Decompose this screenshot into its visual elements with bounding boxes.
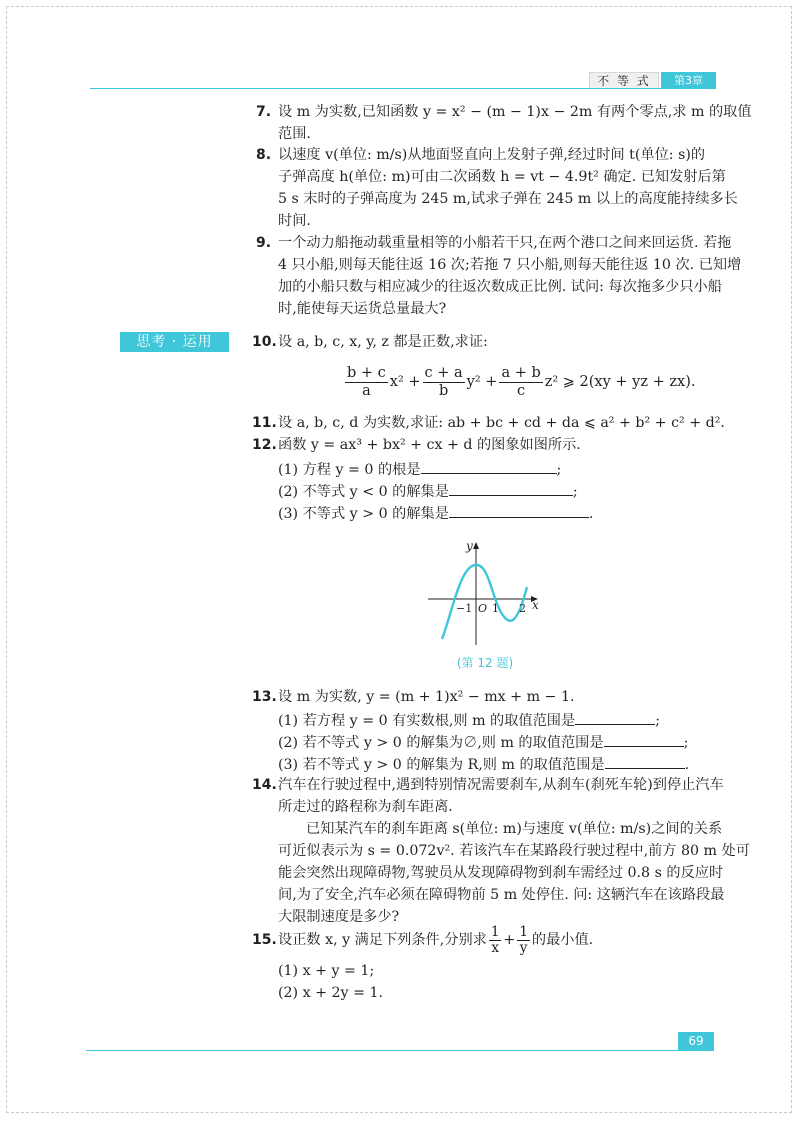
problem-9-line: 4 只小船,则每天能往返 16 次;若拖 7 只小船,则每天能往返 10 次. 已知增	[278, 257, 742, 273]
problem-14-line: 大限制速度是多少?	[278, 909, 400, 925]
problem-15-number: 15.	[252, 932, 277, 948]
problem-8-number: 8.	[256, 147, 272, 163]
problem-15-sub1: (1) x + y = 1;	[278, 963, 375, 979]
fraction: $\frac{c + a}{b}$	[424, 364, 463, 399]
chapter-title: 不 等 式	[589, 72, 659, 89]
problem-8-line: 子弹高度 h(单位: m)可由二次函数 h = vt − 4.9t² 确定. 已知发射后第	[278, 169, 726, 185]
problem-15-sub2: (2) x + 2y = 1.	[278, 985, 383, 1001]
answer-blank[interactable]	[421, 459, 557, 474]
problem-8-line: 以速度 v(单位: m/s)从地面竖直向上发射子弹,经过时间 t(单位: s)的	[278, 147, 706, 163]
problem-7-line: 设 m 为实数,已知函数 y = x² − (m − 1)x − 2m 有两个零点,求 m 的取值	[278, 104, 752, 120]
footer-rule	[86, 1050, 678, 1051]
problem-9-line: 时,能使每天运货总量最大?	[278, 301, 447, 317]
problem-14-line: 能会突然出现障碍物,驾驶员从发现障碍物到刹车需经过 0.8 s 的反应时	[278, 865, 724, 881]
y-axis-arrow	[473, 542, 479, 549]
tick-label-1: 1	[492, 602, 499, 615]
problem-12-sub3: (3) 不等式 y > 0 的解集是 .	[278, 503, 593, 523]
answer-blank[interactable]	[604, 732, 684, 747]
problem-7-line: 范围.	[278, 126, 311, 142]
problem-13-line: 设 m 为实数, y = (m + 1)x² − mx + m − 1.	[278, 689, 575, 705]
fraction: $\frac{a + b}{c}$	[501, 364, 541, 399]
problem-14-line: 可近似表示为 s = 0.072v². 若该汽车在某路段行驶过程中,前方 80 m 处可	[278, 843, 750, 859]
problem-8-line: 时间.	[278, 213, 311, 229]
problem-11-line: 设 a, b, c, d 为实数,求证: ab + bc + cd + da ⩽ a² + b² + c² + d².	[278, 415, 725, 431]
problem-13-sub3: (3) 若不等式 y > 0 的解集为 R,则 m 的取值范围是 .	[278, 754, 689, 774]
problem-14-number: 14.	[252, 777, 277, 793]
problem-13-sub2: (2) 若不等式 y > 0 的解集为∅,则 m 的取值范围是 ;	[278, 732, 688, 752]
tick-label-neg1: −1	[456, 602, 473, 615]
problem-14-line: 间,为了安全,汽车必须在障碍物前 5 m 处停住. 问: 这辆汽车在该路段最	[278, 887, 725, 903]
problem-8-line: 5 s 末时的子弹高度为 245 m,试求子弹在 245 m 以上的高度能持续多长	[278, 191, 738, 207]
problem-13-sub1: (1) 若方程 y = 0 有实数根,则 m 的取值范围是 ;	[278, 710, 660, 730]
y-axis-label: y	[466, 539, 473, 553]
problem-12-sub2: (2) 不等式 y < 0 的解集是 ;	[278, 481, 578, 501]
tick-label-2: 2	[519, 602, 526, 615]
section-badge: 思考 · 运用	[120, 332, 229, 352]
answer-blank[interactable]	[449, 503, 589, 518]
origin-label: O	[478, 602, 488, 615]
x-axis-label: x	[532, 598, 539, 612]
problem-11-number: 11.	[252, 415, 277, 431]
problem-12-number: 12.	[252, 437, 277, 453]
inequality-formula: $\frac{b + c}{a}$ x² + $\frac{c + a}{b}$ y² + $\frac{a + b}{c}$ z² ⩾ 2(xy + yz + zx).	[347, 364, 696, 399]
chapter-number: 第3章	[661, 72, 716, 89]
problem-14-line: 汽车在行驶过程中,遇到特别情况需要刹车,从刹车(刹死车轮)到停止汽车	[278, 777, 724, 793]
problem-9-number: 9.	[256, 235, 272, 251]
problem-10-line: 设 a, b, c, x, y, z 都是正数,求证:	[278, 334, 488, 350]
problem-14-line: 所走过的路程称为刹车距离.	[278, 799, 453, 815]
problem-15-line: 设正数 x, y 满足下列条件,分别求 $\frac{1}{x}$ + $\frac{1}{y}$ 的最小值.	[278, 923, 594, 956]
problem-9-line: 加的小船只数与相应减少的往返次数成正比例. 试问: 每次拖多少只小船	[278, 279, 722, 295]
answer-blank[interactable]	[605, 754, 685, 769]
problem-14-line: 已知某汽车的刹车距离 s(单位: m)与速度 v(单位: m/s)之间的关系	[306, 821, 723, 837]
problem-10-number: 10.	[252, 334, 277, 350]
problem-9-line: 一个动力船拖动载重量相等的小船若干只,在两个港口之间来回运货. 若拖	[278, 235, 732, 251]
fraction: $\frac{1}{y}$	[519, 923, 528, 956]
fraction: $\frac{b + c}{a}$	[347, 364, 386, 399]
answer-blank[interactable]	[449, 481, 573, 496]
page-number: 69	[678, 1032, 714, 1051]
cubic-graph-figure	[420, 535, 550, 650]
answer-blank[interactable]	[575, 710, 655, 725]
problem-7-number: 7.	[256, 104, 272, 120]
fraction: $\frac{1}{x}$	[490, 923, 500, 956]
problem-13-number: 13.	[252, 689, 277, 705]
problem-12-sub1: (1) 方程 y = 0 的根是 ;	[278, 459, 561, 479]
figure-caption: (第 12 题)	[456, 656, 514, 670]
header-rule	[90, 88, 716, 89]
problem-12-line: 函数 y = ax³ + bx² + cx + d 的图象如图所示.	[278, 437, 581, 453]
